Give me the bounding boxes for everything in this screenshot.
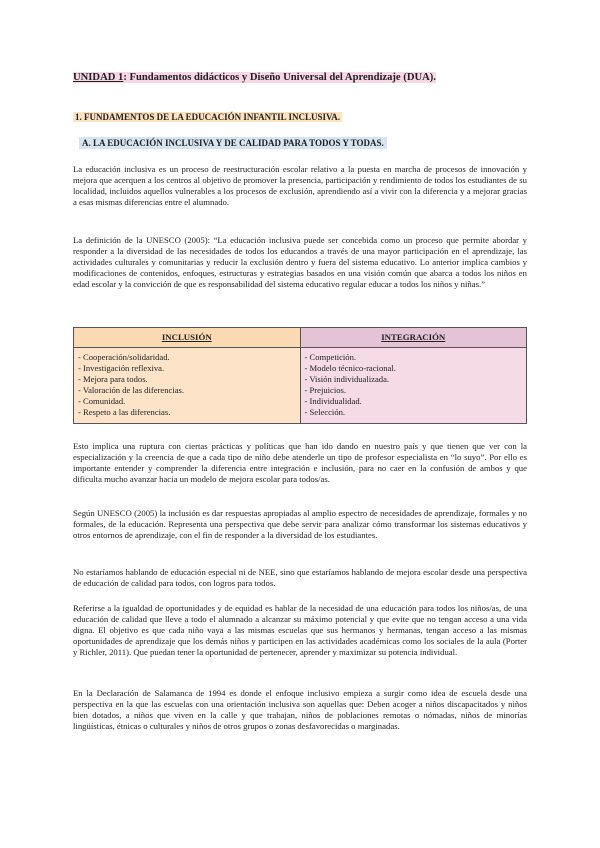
list-item: - Selección. [304, 407, 346, 418]
paragraph-6: Referirse a la igualdad de oportunidades y de equidad es hablar de la necesidad de una educación para todos los niños/as, de una educación de calidad que lleve a todo el alumnado a alcanzar su máximo potencial y que evite que no tengan acceso a una vida digna. El objetivo es que cada niño vaya a las mismas escuelas que sus hermanos y hermanas, tengan acceso a las mismas oportunidades de aprendizaje que los demás niños y participen en las actividades académicas como los sociales de la aula (Porter y Richler, 2011). Que puedan tener la oportunidad de pertenecer, aprender y maximizar su potencia individual. [73, 603, 527, 657]
inclusion-column [74, 348, 301, 424]
subsection-heading-a: A. LA EDUCACIÓN INCLUSIVA Y DE CALIDAD PARA TODOS Y TODAS. [79, 137, 387, 149]
list-item: - Mejora para todos. [78, 374, 148, 385]
list-item: - Respeto a las diferencias. [78, 407, 171, 418]
table-header-inclusion: INCLUSIÓN [74, 328, 301, 348]
list-item: - Prejuicios. [304, 385, 347, 396]
paragraph-1: La educación inclusiva es un proceso de reestructuración escolar relativo a la puesta en marcha de procesos de innovación y mejora que acerquen a los centros al objetivo de promover la presencia, participación y rendimiento de todos los estudiantes de su localidad, incluidos aquellos vulnerables a los procesos de exclusión, aprendiendo así a vivir con la diferencia y a mejorar gracias a esas mismas diferencias entre el alumnado. [73, 164, 527, 207]
paragraph-2: La definición de la UNESCO (2005): “La educación inclusiva puede ser concebida como un proceso que permite abordar y responder a la diversidad de las necesidades de todos los educandos a través de una mayor participación en el aprendizaje, las actividades culturales y comunitarias y reducir la exclusión dentro y fuera del sistema educativo. Lo anterior implica cambios y modificaciones de contenidos, enfoques, estructuras y estrategias basados en una visión común que abarca a todos los niños en edad escolar y la convicción de que es responsabilidad del sistema educativo regular educar a todos los niños y niñas.” [73, 235, 527, 289]
unit-title-text: : Fundamentos didácticos y Diseño Universal del Aprendizaje (DUA). [123, 72, 436, 83]
list-item: - Modelo técnico-racional. [304, 363, 396, 374]
unit-title [73, 72, 436, 83]
list-item: - Investigación reflexiva. [78, 363, 165, 374]
integracion-column [300, 348, 527, 424]
list-item: - Visión individualizada. [304, 374, 390, 385]
list-item: - Cooperación/solidaridad. [78, 352, 170, 362]
paragraph-5: No estaríamos hablando de educación especial ni de NEE, sino que estaríamos hablando de mejora escolar desde una perspectiva de educación de calidad para todos, con logros para todos. [73, 567, 527, 588]
paragraph-4: Según UNESCO (2005) la inclusión es dar respuestas apropiadas al amplio espectro de necesidades de aprendizaje, formales y no formales, de la educación. Representa una perspectiva que debe servir para analizar cómo transformar los sistemas educativos y otros entornos de aprendizaje, con el fin de responder a la diversidad de los estudiantes. [73, 508, 527, 540]
table-header-integracion: INTEGRACIÓN [300, 328, 527, 348]
unit-number: UNIDAD 1 [73, 72, 124, 83]
paragraph-3: Esto implica una ruptura con ciertas prácticas y políticas que han ido dando en nuestro país y que tienen que ver con la especialización y la creencia de que a cada tipo de niño debe atenderle un tipo de profesor especialista en “lo suyo”. Por ello es importante entender y comprender la diferencia entre integración e inclusión, para no caer en la confusión de ambos y que dificulta mucho avanzar hacia un modelo de mejora escolar para todos/as. [73, 441, 527, 484]
list-item: - Competición. [304, 352, 357, 362]
list-item: - Valoración de las diferencias. [78, 385, 185, 396]
list-item: - Individualidad. [304, 396, 362, 407]
paragraph-7: En la Declaración de Salamanca de 1994 es donde el enfoque inclusivo empieza a surgir como idea de escuela desde una perspectiva en la que las escuelas con una orientación inclusiva son aquellas que: Deben acoger a niños discapacitados y niños bien dotados, a niños que viven en la calle y que trabajan, niños de poblaciones remotas o nómadas, niños de minorías lingüísticas, étnicas o culturales y niños de otros grupos o zonas desfavorecidas o marginadas. [73, 688, 527, 731]
comparison-table [73, 327, 527, 424]
section-heading-1: 1. FUNDAMENTOS DE LA EDUCACIÓN INFANTIL INCLUSIVA. [75, 112, 341, 122]
list-item: - Comunidad. [78, 396, 126, 407]
